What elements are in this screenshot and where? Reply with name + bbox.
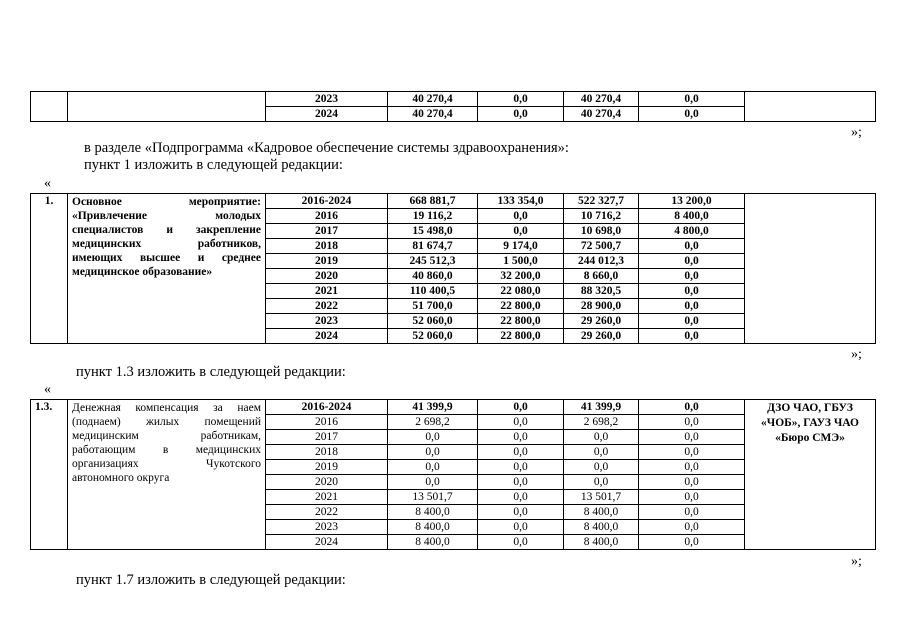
federal-cell: 0,0 bbox=[478, 92, 564, 107]
year-cell: 2024 bbox=[266, 329, 388, 344]
year-cell: 2020 bbox=[266, 269, 388, 284]
federal-cell: 0,0 bbox=[478, 520, 564, 535]
description-line: «Привлечение молодых bbox=[72, 210, 261, 222]
federal-cell: 32 200,0 bbox=[478, 269, 564, 284]
total-cell: 110 400,5 bbox=[388, 284, 478, 299]
federal-cell: 9 174,0 bbox=[478, 239, 564, 254]
federal-cell: 0,0 bbox=[478, 505, 564, 520]
executor-cell: ДЗО ЧАО, ГБУЗ «ЧОБ», ГАУЗ ЧАО «Бюро СМЭ» bbox=[745, 400, 876, 550]
year-cell: 2024 bbox=[266, 107, 388, 122]
year-cell: 2018 bbox=[266, 239, 388, 254]
year-cell: 2016 bbox=[266, 209, 388, 224]
federal-cell: 0,0 bbox=[478, 535, 564, 550]
description-line: медицинское образование» bbox=[72, 266, 213, 278]
federal-cell: 0,0 bbox=[478, 400, 564, 415]
year-cell: 2022 bbox=[266, 505, 388, 520]
federal-cell: 0,0 bbox=[478, 445, 564, 460]
total-cell: 13 501,7 bbox=[388, 490, 478, 505]
table-row bbox=[31, 92, 876, 107]
paragraph-item-1-3: пункт 1.3 изложить в следующей редакции: bbox=[76, 364, 346, 380]
other-cell: 0,0 bbox=[639, 475, 745, 490]
district-cell: 29 260,0 bbox=[564, 329, 639, 344]
description-line: Денежная компенсация за наем bbox=[72, 402, 261, 414]
description-line: (поднаем) жилых помещений bbox=[72, 416, 261, 428]
closing-quote: »; bbox=[851, 347, 862, 362]
other-cell: 0,0 bbox=[639, 490, 745, 505]
closing-quote: »; bbox=[851, 125, 862, 140]
executor-cell bbox=[745, 194, 876, 344]
district-cell: 40 270,4 bbox=[564, 107, 639, 122]
federal-cell: 22 800,0 bbox=[478, 329, 564, 344]
district-cell: 29 260,0 bbox=[564, 314, 639, 329]
year-cell: 2017 bbox=[266, 430, 388, 445]
other-cell: 0,0 bbox=[639, 299, 745, 314]
total-cell: 2 698,2 bbox=[388, 415, 478, 430]
description-line: имеющих высшее и среднее bbox=[72, 252, 261, 264]
year-cell: 2023 bbox=[266, 314, 388, 329]
description-line: Основное мероприятие: bbox=[72, 196, 261, 208]
total-cell: 52 060,0 bbox=[388, 314, 478, 329]
index-cell: 1.3. bbox=[31, 400, 68, 550]
description-cell bbox=[68, 194, 266, 344]
total-cell: 0,0 bbox=[388, 475, 478, 490]
total-cell: 40 270,4 bbox=[388, 92, 478, 107]
district-cell: 13 501,7 bbox=[564, 490, 639, 505]
table-row bbox=[31, 400, 876, 415]
total-cell: 0,0 bbox=[388, 460, 478, 475]
table-row bbox=[31, 194, 876, 209]
district-cell: 2 698,2 bbox=[564, 415, 639, 430]
paragraph-item-1: пункт 1 изложить в следующей редакции: bbox=[84, 157, 343, 173]
closing-quote: »; bbox=[851, 554, 862, 569]
year-cell: 2018 bbox=[266, 445, 388, 460]
total-cell: 15 498,0 bbox=[388, 224, 478, 239]
paragraph-item-1-7: пункт 1.7 изложить в следующей редакции: bbox=[76, 572, 346, 588]
total-cell: 0,0 bbox=[388, 445, 478, 460]
total-cell: 51 700,0 bbox=[388, 299, 478, 314]
year-cell: 2016 bbox=[266, 415, 388, 430]
other-cell: 0,0 bbox=[639, 314, 745, 329]
description-line: работающим в медицинских bbox=[72, 444, 261, 456]
district-cell: 10 698,0 bbox=[564, 224, 639, 239]
federal-cell: 22 800,0 bbox=[478, 299, 564, 314]
district-cell: 0,0 bbox=[564, 445, 639, 460]
district-cell: 8 400,0 bbox=[564, 535, 639, 550]
year-cell: 2023 bbox=[266, 92, 388, 107]
total-cell: 19 116,2 bbox=[388, 209, 478, 224]
other-cell: 0,0 bbox=[639, 430, 745, 445]
total-cell: 40 860,0 bbox=[388, 269, 478, 284]
year-cell: 2021 bbox=[266, 490, 388, 505]
total-cell: 81 674,7 bbox=[388, 239, 478, 254]
other-cell: 0,0 bbox=[639, 239, 745, 254]
other-cell: 4 800,0 bbox=[639, 224, 745, 239]
federal-cell: 0,0 bbox=[478, 209, 564, 224]
year-cell: 2017 bbox=[266, 224, 388, 239]
index-cell: 1. bbox=[31, 194, 68, 344]
federal-cell: 1 500,0 bbox=[478, 254, 564, 269]
other-cell: 0,0 bbox=[639, 415, 745, 430]
other-cell: 0,0 bbox=[639, 535, 745, 550]
year-cell: 2023 bbox=[266, 520, 388, 535]
table-continuation bbox=[30, 91, 876, 122]
table-item-1 bbox=[30, 193, 876, 344]
total-cell: 0,0 bbox=[388, 430, 478, 445]
federal-cell: 0,0 bbox=[478, 107, 564, 122]
district-cell: 8 400,0 bbox=[564, 520, 639, 535]
other-cell: 0,0 bbox=[639, 520, 745, 535]
district-cell: 40 270,4 bbox=[564, 92, 639, 107]
district-cell: 10 716,2 bbox=[564, 209, 639, 224]
district-cell: 8 400,0 bbox=[564, 505, 639, 520]
other-cell: 13 200,0 bbox=[639, 194, 745, 209]
other-cell: 0,0 bbox=[639, 400, 745, 415]
year-cell: 2016-2024 bbox=[266, 194, 388, 209]
district-cell: 244 012,3 bbox=[564, 254, 639, 269]
district-cell: 522 327,7 bbox=[564, 194, 639, 209]
federal-cell: 0,0 bbox=[478, 224, 564, 239]
other-cell: 0,0 bbox=[639, 92, 745, 107]
executor-cell bbox=[745, 92, 876, 122]
description-line: медицинским работникам, bbox=[72, 430, 261, 442]
total-cell: 245 512,3 bbox=[388, 254, 478, 269]
federal-cell: 0,0 bbox=[478, 415, 564, 430]
federal-cell: 22 080,0 bbox=[478, 284, 564, 299]
federal-cell: 0,0 bbox=[478, 490, 564, 505]
federal-cell: 0,0 bbox=[478, 460, 564, 475]
description-line: специалистов и закрепление bbox=[72, 224, 261, 236]
total-cell: 40 270,4 bbox=[388, 107, 478, 122]
description-line: медицинских работников, bbox=[72, 238, 261, 250]
table-item-1-3 bbox=[30, 399, 876, 550]
other-cell: 0,0 bbox=[639, 505, 745, 520]
district-cell: 0,0 bbox=[564, 475, 639, 490]
paragraph-section: в разделе «Подпрограмма «Кадровое обеспечение системы здравоохранения»: bbox=[84, 140, 569, 156]
opening-quote: « bbox=[44, 382, 51, 397]
district-cell: 88 320,5 bbox=[564, 284, 639, 299]
other-cell: 0,0 bbox=[639, 284, 745, 299]
federal-cell: 0,0 bbox=[478, 475, 564, 490]
year-cell: 2019 bbox=[266, 460, 388, 475]
year-cell: 2019 bbox=[266, 254, 388, 269]
description-line: организациях Чукотского bbox=[72, 458, 261, 470]
federal-cell: 133 354,0 bbox=[478, 194, 564, 209]
district-cell: 8 660,0 bbox=[564, 269, 639, 284]
other-cell: 0,0 bbox=[639, 269, 745, 284]
total-cell: 52 060,0 bbox=[388, 329, 478, 344]
federal-cell: 22 800,0 bbox=[478, 314, 564, 329]
description-line: автономного округа bbox=[72, 472, 170, 484]
district-cell: 72 500,7 bbox=[564, 239, 639, 254]
year-cell: 2020 bbox=[266, 475, 388, 490]
year-cell: 2021 bbox=[266, 284, 388, 299]
year-cell: 2022 bbox=[266, 299, 388, 314]
other-cell: 0,0 bbox=[639, 329, 745, 344]
other-cell: 8 400,0 bbox=[639, 209, 745, 224]
year-cell: 2016-2024 bbox=[266, 400, 388, 415]
total-cell: 8 400,0 bbox=[388, 505, 478, 520]
other-cell: 0,0 bbox=[639, 107, 745, 122]
description-cell bbox=[68, 92, 266, 122]
district-cell: 0,0 bbox=[564, 460, 639, 475]
year-cell: 2024 bbox=[266, 535, 388, 550]
district-cell: 28 900,0 bbox=[564, 299, 639, 314]
other-cell: 0,0 bbox=[639, 460, 745, 475]
other-cell: 0,0 bbox=[639, 445, 745, 460]
description-cell bbox=[68, 400, 266, 550]
total-cell: 41 399,9 bbox=[388, 400, 478, 415]
opening-quote: « bbox=[44, 176, 51, 191]
federal-cell: 0,0 bbox=[478, 430, 564, 445]
index-cell bbox=[31, 92, 68, 122]
other-cell: 0,0 bbox=[639, 254, 745, 269]
total-cell: 8 400,0 bbox=[388, 520, 478, 535]
district-cell: 0,0 bbox=[564, 430, 639, 445]
district-cell: 41 399,9 bbox=[564, 400, 639, 415]
total-cell: 8 400,0 bbox=[388, 535, 478, 550]
total-cell: 668 881,7 bbox=[388, 194, 478, 209]
